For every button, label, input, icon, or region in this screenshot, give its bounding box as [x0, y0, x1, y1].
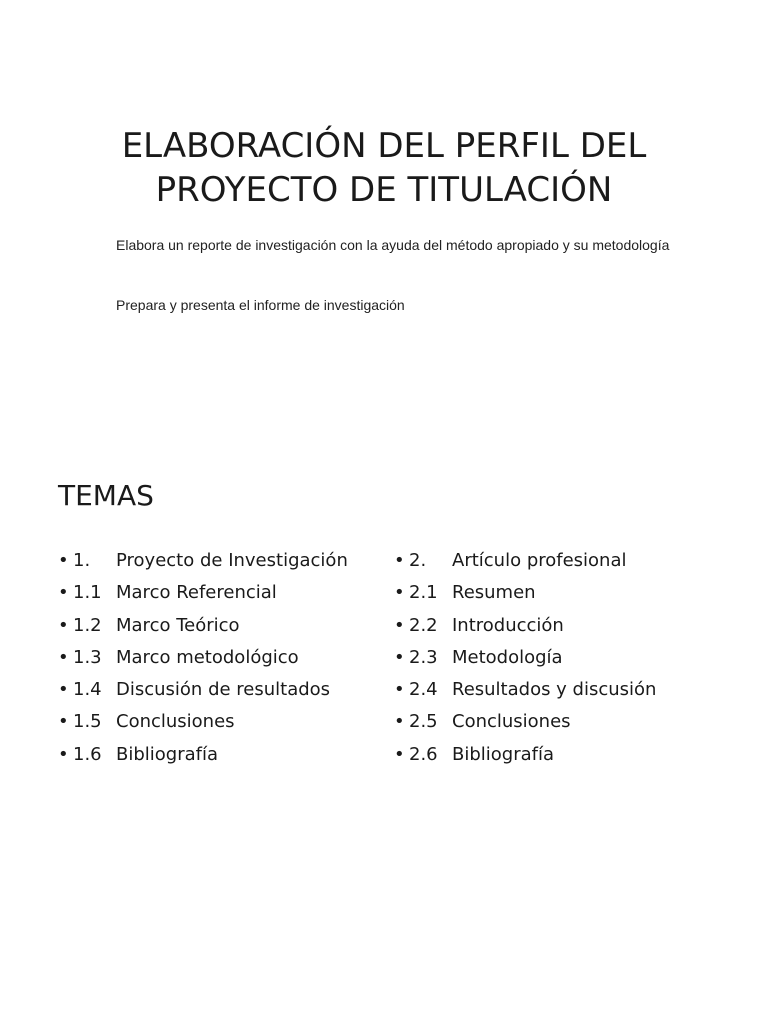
- list-item: [58, 577, 378, 609]
- list-item: [394, 642, 754, 674]
- bullet-icon: •: [58, 614, 69, 636]
- bullet-icon: •: [58, 743, 69, 765]
- item-number: 2.1: [409, 582, 438, 604]
- item-text: Introducción: [452, 614, 564, 636]
- bullet-icon: •: [394, 614, 405, 636]
- item-text: Proyecto de Investigación: [116, 550, 348, 571]
- item-number: 1.: [73, 550, 91, 571]
- bullet-icon: •: [58, 646, 69, 668]
- subtitle-objective-1: Elabora un reporte de investigación con la ayuda del método apropiado y su metodología: [116, 237, 670, 253]
- item-text: Marco metodológico: [116, 646, 299, 668]
- item-text: Conclusiones: [452, 711, 571, 733]
- bullet-icon: •: [394, 646, 405, 668]
- list-item: [394, 577, 754, 609]
- item-text: Bibliografía: [116, 743, 219, 765]
- bullet-icon: •: [58, 679, 69, 701]
- list-item: [58, 642, 378, 674]
- list-item: [394, 610, 754, 642]
- item-text: Bibliografía: [452, 743, 555, 765]
- subtitle-objective-2: Prepara y presenta el informe de investigación: [116, 297, 405, 313]
- list-item: [58, 706, 378, 738]
- item-number: 2.2: [409, 614, 438, 636]
- page-title: [0, 124, 768, 212]
- item-number: 1.1: [73, 582, 102, 604]
- title-line-1: ELABORACIÓN DEL PERFIL DEL: [121, 126, 647, 166]
- item-number: 2.: [409, 550, 427, 571]
- list-item: [58, 739, 378, 771]
- item-text: Artículo profesional: [452, 550, 627, 571]
- title-line-2: PROYECTO DE TITULACIÓN: [155, 170, 613, 210]
- bullet-icon: •: [58, 582, 69, 604]
- item-number: 1.2: [73, 614, 102, 636]
- bullet-icon: •: [394, 679, 405, 701]
- item-number: 1.3: [73, 646, 102, 668]
- item-number: 1.5: [73, 711, 102, 733]
- item-number: 1.4: [73, 679, 102, 701]
- item-text: Discusión de resultados: [116, 679, 331, 701]
- item-number: 1.6: [73, 743, 102, 765]
- item-number: 2.5: [409, 711, 438, 733]
- list-item: [394, 545, 754, 577]
- list-item: [394, 706, 754, 738]
- item-number: 2.6: [409, 743, 438, 765]
- temas-list-left: [58, 545, 378, 771]
- bullet-icon: •: [394, 711, 405, 733]
- list-item: [58, 674, 378, 706]
- item-text: Marco Teórico: [116, 614, 240, 636]
- item-text: Conclusiones: [116, 711, 235, 733]
- item-number: 2.3: [409, 646, 438, 668]
- item-text: Marco Referencial: [116, 582, 277, 604]
- list-item: [394, 674, 754, 706]
- list-item: [58, 545, 378, 577]
- bullet-icon: •: [58, 550, 69, 571]
- bullet-icon: •: [394, 743, 405, 765]
- temas-list-right: [394, 545, 754, 771]
- list-item: [394, 739, 754, 771]
- bullet-icon: •: [58, 711, 69, 733]
- item-text: Resultados y discusión: [452, 679, 657, 701]
- temas-heading: TEMAS: [58, 479, 154, 512]
- bullet-icon: •: [394, 550, 405, 571]
- item-text: Resumen: [452, 582, 536, 604]
- list-item: [58, 610, 378, 642]
- bullet-icon: •: [394, 582, 405, 604]
- item-number: 2.4: [409, 679, 438, 701]
- item-text: Metodología: [452, 646, 563, 668]
